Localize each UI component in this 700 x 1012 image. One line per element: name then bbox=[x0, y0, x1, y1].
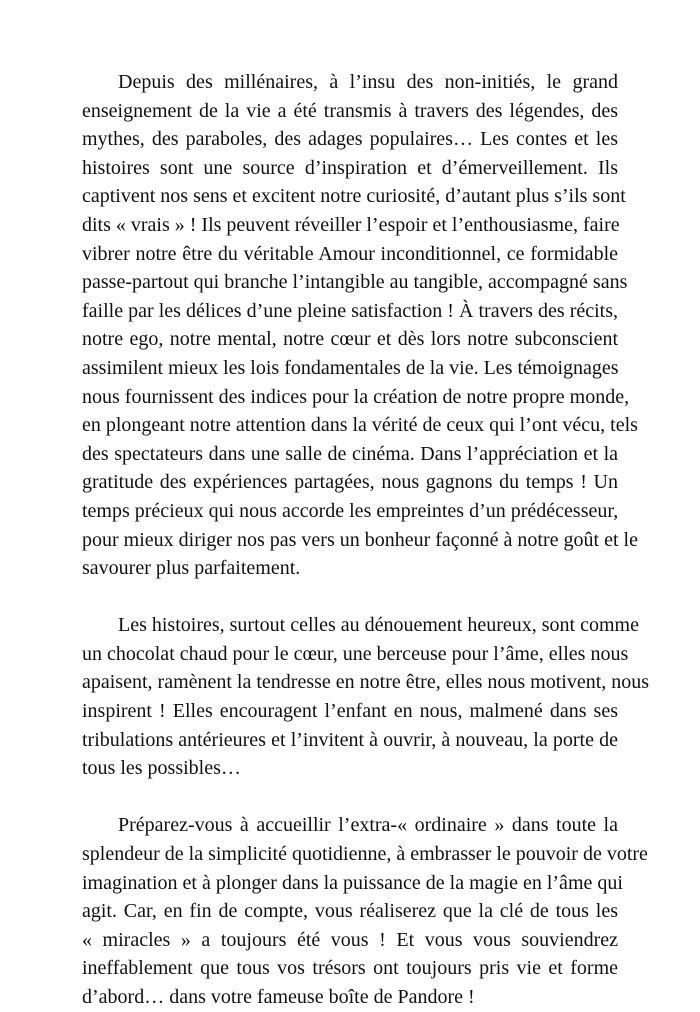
text-line: tous les possibles… bbox=[82, 757, 241, 780]
text-line: Les histoires, surtout celles au dénouement heureux, sont comme bbox=[118, 614, 639, 637]
text-line: notre ego, notre mental, notre cœur et dès lors notre subconscient bbox=[82, 328, 618, 351]
text-line: « miracles » a toujours été vous ! Et vous vous souviendrez bbox=[82, 928, 618, 951]
paragraph-spacer bbox=[82, 583, 618, 612]
text-line: histoires sont une source d’inspiration et d’émerveillement. Ils bbox=[82, 156, 618, 179]
text-line: splendeur de la simplicité quotidienne, à embrasser le pouvoir de votre bbox=[82, 843, 648, 866]
text-line: nous fournissent des indices pour la création de notre propre monde, bbox=[82, 385, 630, 408]
text-line: ineffablement que tous vos trésors ont toujours pris vie et forme bbox=[82, 957, 618, 980]
text-line: captivent nos sens et excitent notre curiosité, d’autant plus s’ils sont bbox=[82, 185, 626, 208]
text-line: pour mieux diriger nos pas vers un bonheur façonné à notre goût et le bbox=[82, 528, 638, 551]
text-line: gratitude des expériences partagées, nous gagnons du temps ! Un bbox=[82, 471, 618, 494]
text-line: dits « vrais » ! Ils peuvent réveiller l’espoir et l’enthousiasme, faire bbox=[82, 213, 620, 236]
text-line: d’abord… dans votre fameuse boîte de Pandore ! bbox=[82, 986, 475, 1008]
text-line: en plongeant notre attention dans la vérité de ceux qui l’ont vécu, tels bbox=[82, 414, 638, 437]
text-line: des spectateurs dans une salle de cinéma. Dans l’appréciation et la bbox=[82, 442, 618, 465]
text-line: assimilent mieux les lois fondamentales de la vie. Les témoignages bbox=[82, 356, 619, 379]
text-line: apaisent, ramènent la tendresse en notre être, elles nous motivent, nous bbox=[82, 671, 650, 694]
text-line: faille par les délices d’une pleine satisfaction ! À travers des récits, bbox=[82, 299, 618, 322]
document-body bbox=[82, 68, 650, 1012]
text-line: agit. Car, en fin de compte, vous réaliserez que la clé de tous les bbox=[82, 900, 618, 923]
text-line: imagination et à plonger dans la puissance de la magie en l’âme qui bbox=[82, 871, 623, 894]
text-line: vibrer notre être du véritable Amour inconditionnel, ce formidable bbox=[82, 242, 618, 265]
text-line: tribulations antérieures et l’invitent à ouvrir, à nouveau, la porte de bbox=[82, 728, 618, 751]
paragraph-2 bbox=[82, 611, 650, 783]
paragraph-3 bbox=[82, 811, 648, 1011]
text-line: un chocolat chaud pour le cœur, une berceuse pour l’âme, elles nous bbox=[82, 642, 629, 665]
text-line: passe-partout qui branche l’intangible au tangible, accompagné sans bbox=[82, 271, 628, 294]
text-line: savourer plus parfaitement. bbox=[82, 557, 301, 580]
text-line: Préparez-vous à accueillir l’extra-« ordinaire » dans toute la bbox=[118, 814, 618, 837]
text-line: Depuis des millénaires, à l’insu des non-initiés, le grand bbox=[118, 71, 618, 93]
paragraph-spacer bbox=[82, 783, 618, 812]
text-line: mythes, des paraboles, des adages populaires… Les contes et les bbox=[82, 128, 618, 151]
paragraph-1 bbox=[82, 68, 638, 583]
text-line: temps précieux qui nous accorde les empreintes d’un prédécesseur, bbox=[82, 499, 619, 522]
text-line: enseignement de la vie a été transmis à travers des légendes, des bbox=[82, 99, 618, 122]
text-line: inspirent ! Elles encouragent l’enfant en nous, malmené dans ses bbox=[82, 700, 618, 723]
